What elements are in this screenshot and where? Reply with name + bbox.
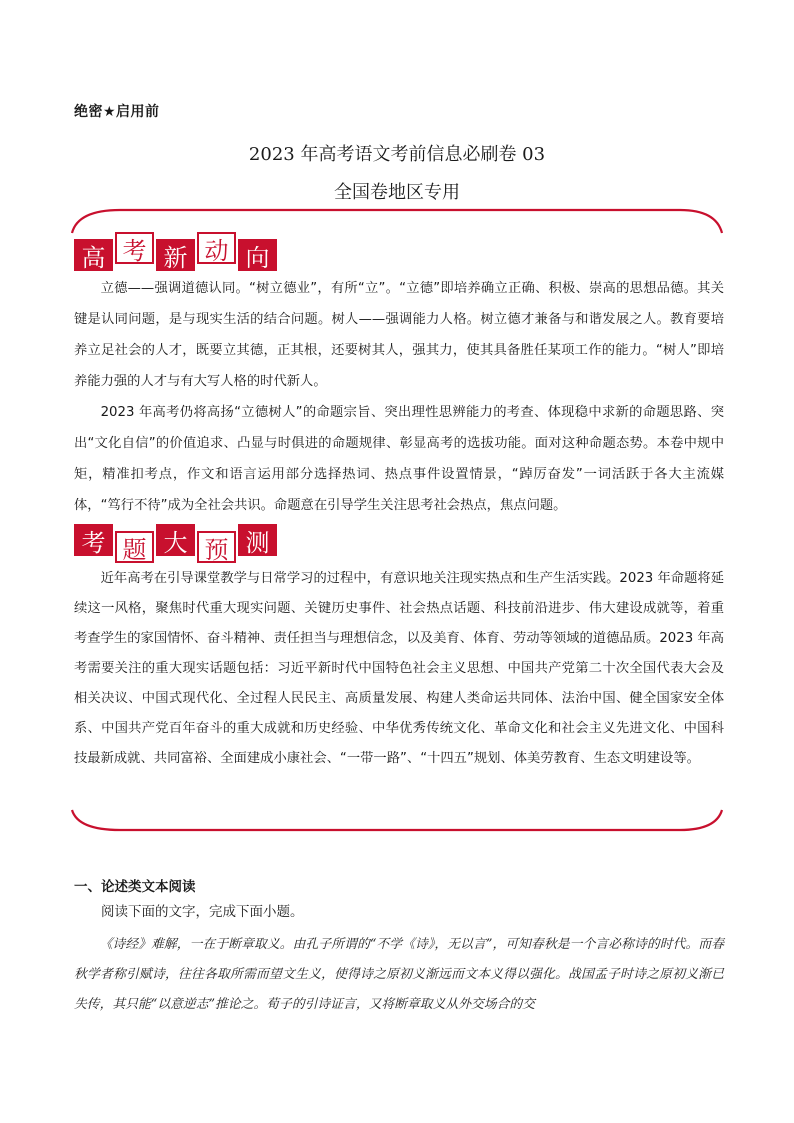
exam-title: 2023 年高考语文考前信息必刷卷 03 — [248, 144, 546, 165]
badge-char: 大 — [156, 524, 195, 556]
exam-subtitle: 全国卷地区专用 — [334, 182, 460, 203]
new-trends-badge — [74, 232, 277, 271]
badge-char: 新 — [156, 239, 195, 271]
section-heading: 一、论述类文本阅读 — [74, 879, 196, 895]
reading-instruction: 阅读下面的文字，完成下面小题。 — [101, 904, 304, 920]
badge-char: 预 — [197, 531, 236, 563]
prediction-badge — [74, 524, 277, 563]
badge-char: 测 — [238, 524, 277, 556]
confidential-label: 绝密★启用前 — [74, 104, 160, 120]
top-decorative-arc — [0, 205, 794, 235]
badge-char: 考 — [115, 232, 154, 264]
bottom-decorative-arc — [0, 808, 794, 834]
badge-char: 高 — [74, 239, 113, 271]
prediction-paragraph: 近年高考在引导课堂教学与日常学习的过程中，有意识地关注现实热点和生产生活实践。2023 年命题将延续这一风格，聚焦时代重大现实问题、关键历史事件、社会热点话题、科技前沿进步、伟大建设成就等，着重考查学生的家国情怀、奋斗精神、责任担当与理想信念，以及美育、体育、劳动等领域的道德品质。2023 年高考需要关注的重大现实话题包括：习近平新时代中国特色社会主义思想、中国共产党第二十次全国代表大会及相关决议、中国式现代化、全过程人民民主、高质量发展、构建人类命运共同体、法治中国、健全国家安全体系、中国共产党百年奋斗的重大成就和历史经验、中华优秀传统文化、革命文化和社会主义先进文化、中国科技最新成就、共同富裕、全面建成小康社会、“一带一路”、“十四五”规划、体美劳教育、生态文明建设等。 — [74, 571, 724, 766]
badge-char: 考 — [74, 524, 113, 556]
new-trends-paragraph-2: 2023 年高考仍将高扬“立德树人”的命题宗旨、突出理性思辨能力的考查、体现稳中求新的命题思路、突出“文化自信”的价值追求、凸显与时俱进的命题规律、彰显高考的选拔功能。面对这种命题态势。本卷中规中矩，精准扣考点，作文和语言运用部分选择热词、热点事件设置情景，“踔厉奋发”一词活跃于各大主流媒体，“笃行不待”成为全社会共识。命题意在引导学生关注思考社会热点，焦点问题。 — [74, 405, 724, 513]
reading-passage: 《诗经》难解，一在于断章取义。由孔子所谓的“不学《诗》，无以言”，可知春秋是一个言必称诗的时代。而春秋学者称引赋诗，往往各取所需而望文生义，使得诗之原初义渐远而文本义得以强化。战国孟子时诗之原初义渐已失传，其只能“以意逆志”推论之。荀子的引诗证言，又将断章取义从外交场合的交 — [74, 937, 724, 1012]
badge-char: 向 — [238, 239, 277, 271]
badge-char: 题 — [115, 531, 154, 563]
badge-char: 动 — [197, 232, 236, 264]
new-trends-paragraph-1: 立德——强调道德认同。“树立德业”，有所“立”。“立德”即培养确立正确、积极、崇高的思想品德。其关键是认同问题，是与现实生活的结合问题。树人——强调能力人格。树立德才兼备与和谐发展之人。教育要培养立足社会的人才，既要立其德，正其根，还要树其人，强其力，使其具备胜任某项工作的能力。“树人”即培养能力强的人才与有大写人格的时代新人。 — [74, 281, 724, 389]
